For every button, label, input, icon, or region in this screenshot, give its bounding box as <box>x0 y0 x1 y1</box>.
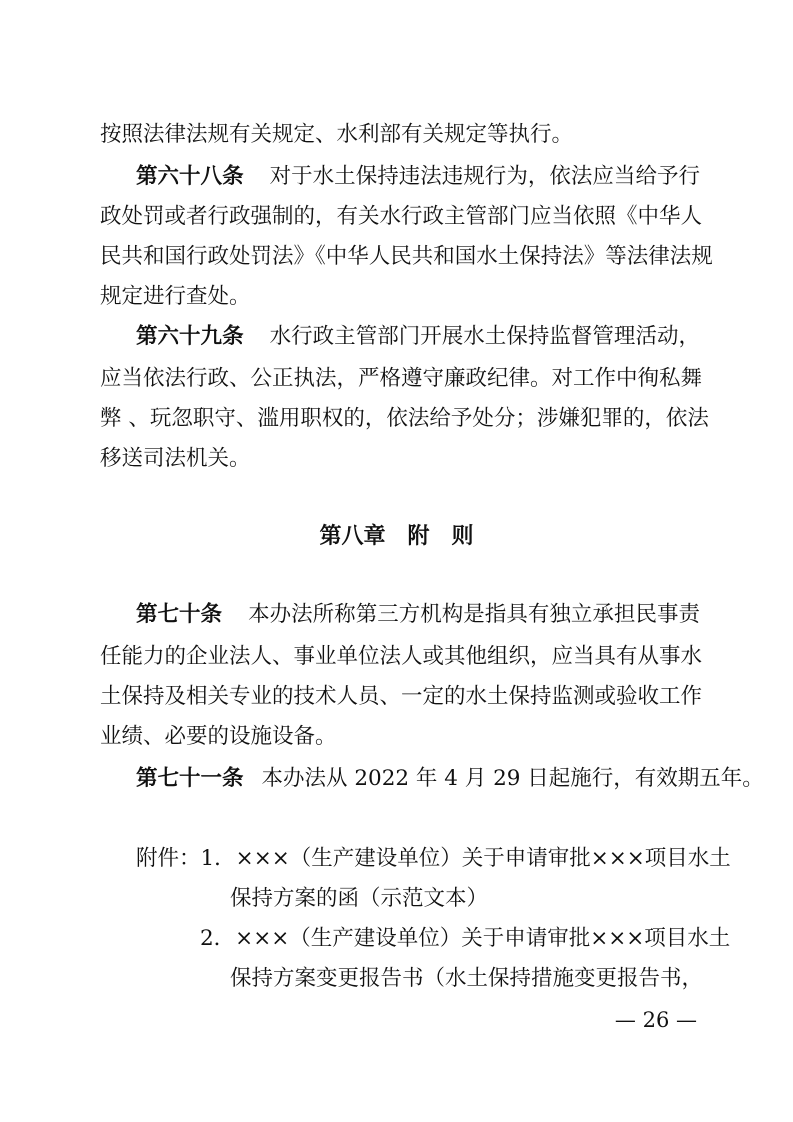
attachment-2-line: 2．×××（生产建设单位）关于申请审批×××项目水土 <box>200 926 731 951</box>
attachment-1-line: 附件：1．×××（生产建设单位）关于申请审批×××项目水土 <box>136 846 731 871</box>
text-line: 土保持及相关专业的技术人员、一定的水土保持监测或验收工作 <box>100 684 703 709</box>
article-69-heading: 第六十九条 <box>136 324 244 349</box>
text-line: 任能力的企业法人、事业单位法人或其他组织，应当具有从事水 <box>100 644 703 669</box>
text-line: 民共和国行政处罚法》《中华人民共和国水土保持法》等法律法规 <box>100 244 713 269</box>
text-line: 移送司法机关。 <box>100 446 251 471</box>
article-68-heading: 第六十八条 <box>136 164 244 189</box>
article-68-first-line <box>136 162 700 192</box>
attachment-2-continuation: 保持方案变更报告书（水土保持措施变更报告书， <box>230 966 704 991</box>
text-line: 弊 、玩忽职守、滥用职权的，依法给予处分；涉嫌犯罪的，依法 <box>100 406 709 431</box>
text-line: 对于水土保持违法违规行为，依法应当给予行 <box>269 164 700 189</box>
page-number: — 26 — <box>614 1008 697 1032</box>
text-line: 政处罚或者行政强制的，有关水行政主管部门应当依照《中华人 <box>100 204 703 229</box>
text-line: 业绩、必要的设施设备。 <box>100 724 337 749</box>
article-70-first-line <box>136 600 700 630</box>
article-71-heading: 第七十一条 <box>136 766 244 791</box>
text-line: 应当依法行政、公正执法，严格遵守廉政纪律。对工作中徇私舞 <box>100 366 703 391</box>
article-71-line <box>136 764 764 794</box>
attachment-1-continuation: 保持方案的函（示范文本） <box>230 886 489 911</box>
text-line: 水行政主管部门开展水土保持监督管理活动， <box>269 324 700 349</box>
article-70-heading: 第七十条 <box>136 602 223 627</box>
text-line: 本办法从 2022 年 4 月 29 日起施行，有效期五年。 <box>261 766 764 791</box>
chapter-title: 第八章 附 则 <box>319 524 474 549</box>
text-line: 按照法律法规有关规定、水利部有关规定等执行。 <box>100 122 574 147</box>
text-line: 本办法所称第三方机构是指具有独立承担民事责 <box>248 602 700 627</box>
article-69-first-line <box>136 322 700 352</box>
text-line: 规定进行查处。 <box>100 284 251 309</box>
